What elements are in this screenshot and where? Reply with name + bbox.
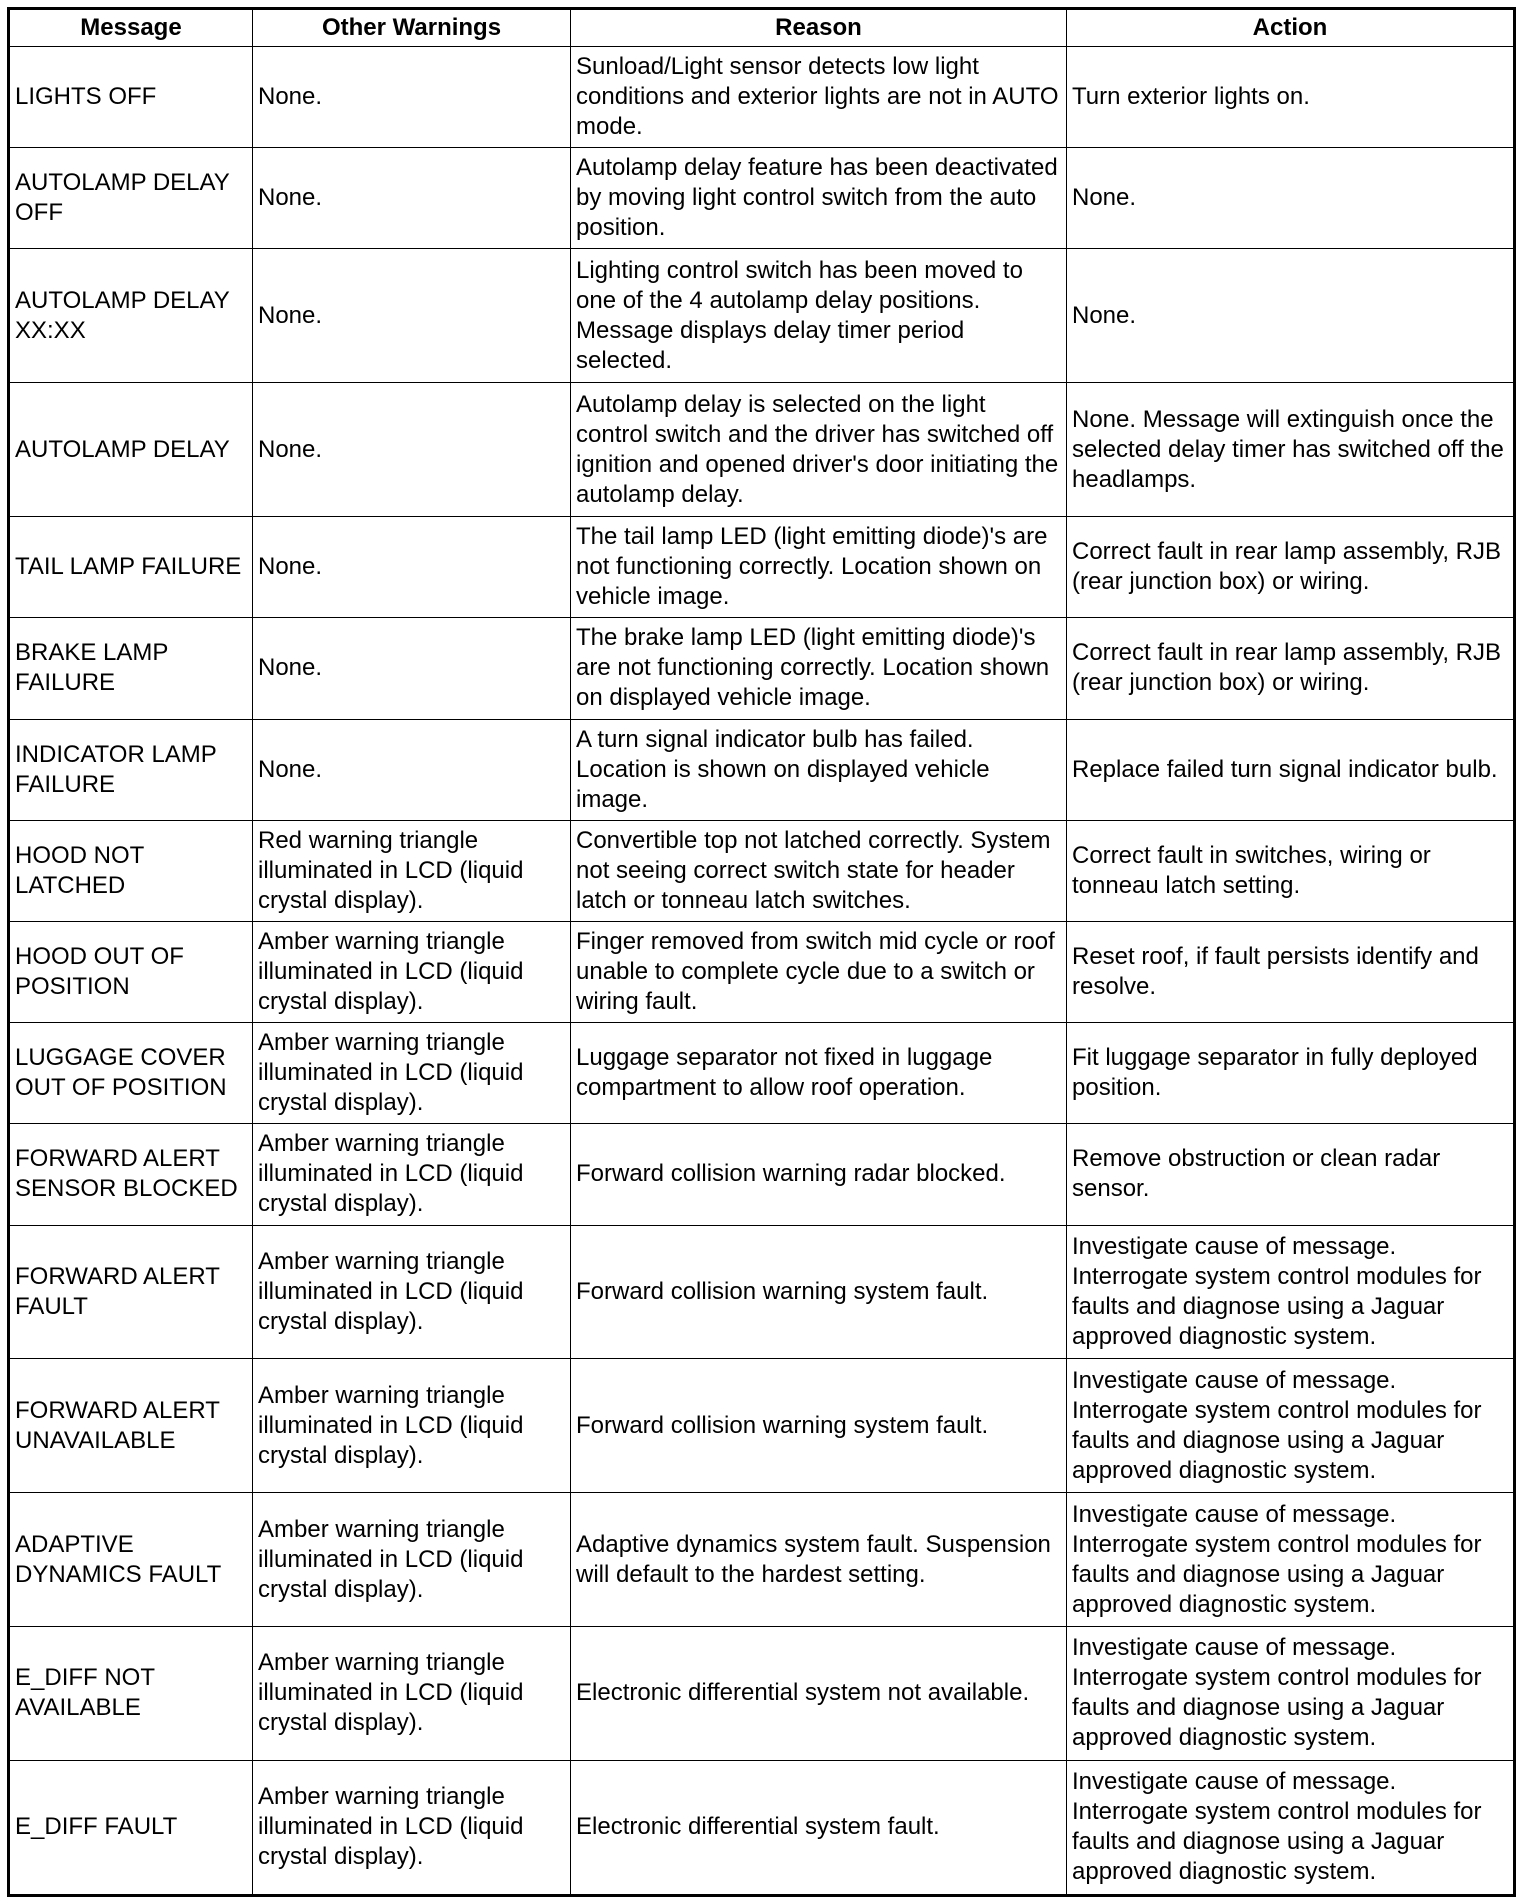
cell-message: E_DIFF NOT AVAILABLE bbox=[9, 1627, 253, 1761]
cell-message: FORWARD ALERT FAULT bbox=[9, 1225, 253, 1359]
cell-action: Replace failed turn signal indicator bulb. bbox=[1067, 719, 1515, 820]
table-row bbox=[9, 618, 1515, 719]
cell-message: LIGHTS OFF bbox=[9, 47, 253, 148]
cell-action: Correct fault in rear lamp assembly, RJB (rear junction box) or wiring. bbox=[1067, 517, 1515, 618]
cell-other-warnings: None. bbox=[253, 618, 571, 719]
cell-message: AUTOLAMP DELAY XX:XX bbox=[9, 249, 253, 383]
table-row bbox=[9, 1627, 1515, 1761]
header-reason: Reason bbox=[571, 9, 1067, 47]
cell-action: Investigate cause of message. Interrogate system control modules for faults and diagnose using a Jaguar approved diagnostic system. bbox=[1067, 1760, 1515, 1895]
cell-action: Investigate cause of message. Interrogate system control modules for faults and diagnose using a Jaguar approved diagnostic system. bbox=[1067, 1225, 1515, 1359]
table-row bbox=[9, 517, 1515, 618]
cell-reason: Sunload/Light sensor detects low light conditions and exterior lights are not in AUTO mode. bbox=[571, 47, 1067, 148]
header-message: Message bbox=[9, 9, 253, 47]
cell-message: INDICATOR LAMP FAILURE bbox=[9, 719, 253, 820]
table-row bbox=[9, 1225, 1515, 1359]
cell-other-warnings: None. bbox=[253, 719, 571, 820]
cell-other-warnings: None. bbox=[253, 249, 571, 383]
cell-other-warnings: None. bbox=[253, 383, 571, 517]
cell-message: AUTOLAMP DELAY bbox=[9, 383, 253, 517]
cell-action: Reset roof, if fault persists identify and resolve. bbox=[1067, 921, 1515, 1022]
cell-action: None. bbox=[1067, 148, 1515, 249]
cell-other-warnings: Amber warning triangle illuminated in LCD (liquid crystal display). bbox=[253, 921, 571, 1022]
cell-other-warnings: Amber warning triangle illuminated in LCD (liquid crystal display). bbox=[253, 1760, 571, 1895]
table-row bbox=[9, 1760, 1515, 1895]
header-row bbox=[9, 9, 1515, 47]
table-row bbox=[9, 1493, 1515, 1627]
cell-message: E_DIFF FAULT bbox=[9, 1760, 253, 1895]
cell-message: ADAPTIVE DYNAMICS FAULT bbox=[9, 1493, 253, 1627]
cell-message: FORWARD ALERT UNAVAILABLE bbox=[9, 1359, 253, 1493]
table-row bbox=[9, 1124, 1515, 1225]
cell-reason: Luggage separator not fixed in luggage compartment to allow roof operation. bbox=[571, 1023, 1067, 1124]
cell-action: Fit luggage separator in fully deployed position. bbox=[1067, 1023, 1515, 1124]
cell-other-warnings: Amber warning triangle illuminated in LCD (liquid crystal display). bbox=[253, 1023, 571, 1124]
cell-reason: Autolamp delay is selected on the light control switch and the driver has switched off ignition and opened driver's door initiating the autolamp delay. bbox=[571, 383, 1067, 517]
cell-action: Investigate cause of message. Interrogate system control modules for faults and diagnose using a Jaguar approved diagnostic system. bbox=[1067, 1627, 1515, 1761]
cell-action: None. Message will extinguish once the selected delay timer has switched off the headlamps. bbox=[1067, 383, 1515, 517]
table-row bbox=[9, 820, 1515, 921]
cell-other-warnings: None. bbox=[253, 47, 571, 148]
cell-message: HOOD OUT OF POSITION bbox=[9, 921, 253, 1022]
cell-reason: Lighting control switch has been moved to one of the 4 autolamp delay positions. Message displays delay timer period selected. bbox=[571, 249, 1067, 383]
cell-message: TAIL LAMP FAILURE bbox=[9, 517, 253, 618]
cell-message: FORWARD ALERT SENSOR BLOCKED bbox=[9, 1124, 253, 1225]
table-body bbox=[9, 47, 1515, 1896]
cell-action: Correct fault in switches, wiring or tonneau latch setting. bbox=[1067, 820, 1515, 921]
cell-action: Investigate cause of message. Interrogate system control modules for faults and diagnose using a Jaguar approved diagnostic system. bbox=[1067, 1359, 1515, 1493]
cell-reason: Autolamp delay feature has been deactivated by moving light control switch from the auto position. bbox=[571, 148, 1067, 249]
cell-reason: Electronic differential system fault. bbox=[571, 1760, 1067, 1895]
cell-reason: Electronic differential system not available. bbox=[571, 1627, 1067, 1761]
cell-action: Turn exterior lights on. bbox=[1067, 47, 1515, 148]
cell-message: LUGGAGE COVER OUT OF POSITION bbox=[9, 1023, 253, 1124]
table-row bbox=[9, 148, 1515, 249]
cell-other-warnings: Amber warning triangle illuminated in LCD (liquid crystal display). bbox=[253, 1225, 571, 1359]
table-row bbox=[9, 719, 1515, 820]
warning-messages-table bbox=[7, 7, 1516, 1897]
cell-reason: A turn signal indicator bulb has failed. Location is shown on displayed vehicle image. bbox=[571, 719, 1067, 820]
cell-message: BRAKE LAMP FAILURE bbox=[9, 618, 253, 719]
table-header bbox=[9, 9, 1515, 47]
cell-action: None. bbox=[1067, 249, 1515, 383]
cell-other-warnings: Amber warning triangle illuminated in LCD (liquid crystal display). bbox=[253, 1493, 571, 1627]
cell-message: AUTOLAMP DELAY OFF bbox=[9, 148, 253, 249]
cell-action: Correct fault in rear lamp assembly, RJB (rear junction box) or wiring. bbox=[1067, 618, 1515, 719]
cell-other-warnings: Amber warning triangle illuminated in LCD (liquid crystal display). bbox=[253, 1627, 571, 1761]
cell-reason: The tail lamp LED (light emitting diode)'s are not functioning correctly. Location shown on vehicle image. bbox=[571, 517, 1067, 618]
cell-other-warnings: None. bbox=[253, 148, 571, 249]
header-other-warnings: Other Warnings bbox=[253, 9, 571, 47]
header-action: Action bbox=[1067, 9, 1515, 47]
cell-reason: Finger removed from switch mid cycle or roof unable to complete cycle due to a switch or wiring fault. bbox=[571, 921, 1067, 1022]
table-row bbox=[9, 921, 1515, 1022]
table-row bbox=[9, 383, 1515, 517]
cell-other-warnings: Amber warning triangle illuminated in LCD (liquid crystal display). bbox=[253, 1359, 571, 1493]
cell-reason: Adaptive dynamics system fault. Suspension will default to the hardest setting. bbox=[571, 1493, 1067, 1627]
cell-reason: Forward collision warning system fault. bbox=[571, 1359, 1067, 1493]
table-row bbox=[9, 1023, 1515, 1124]
cell-other-warnings: None. bbox=[253, 517, 571, 618]
cell-other-warnings: Amber warning triangle illuminated in LCD (liquid crystal display). bbox=[253, 1124, 571, 1225]
table-row bbox=[9, 47, 1515, 148]
cell-reason: The brake lamp LED (light emitting diode)'s are not functioning correctly. Location shown on displayed vehicle image. bbox=[571, 618, 1067, 719]
cell-other-warnings: Red warning triangle illuminated in LCD (liquid crystal display). bbox=[253, 820, 571, 921]
cell-reason: Forward collision warning system fault. bbox=[571, 1225, 1067, 1359]
table-row bbox=[9, 1359, 1515, 1493]
table-row bbox=[9, 249, 1515, 383]
cell-message: HOOD NOT LATCHED bbox=[9, 820, 253, 921]
cell-action: Investigate cause of message. Interrogate system control modules for faults and diagnose using a Jaguar approved diagnostic system. bbox=[1067, 1493, 1515, 1627]
cell-action: Remove obstruction or clean radar sensor. bbox=[1067, 1124, 1515, 1225]
cell-reason: Forward collision warning radar blocked. bbox=[571, 1124, 1067, 1225]
cell-reason: Convertible top not latched correctly. System not seeing correct switch state for header latch or tonneau latch switches. bbox=[571, 820, 1067, 921]
